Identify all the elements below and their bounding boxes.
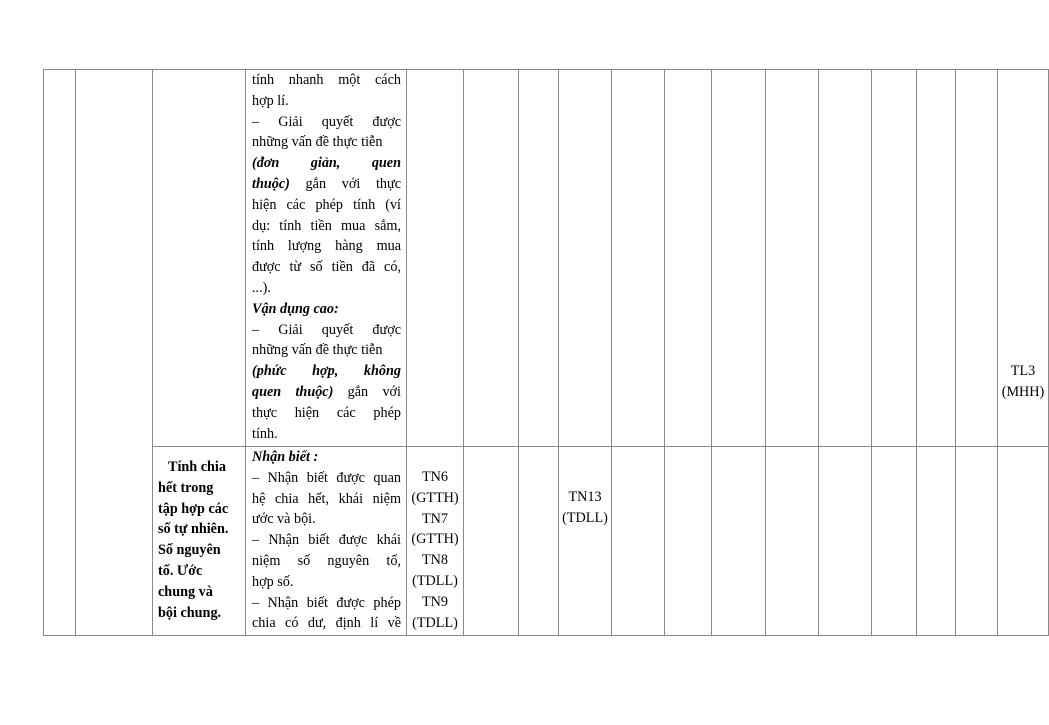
cell-tl3 [998,70,1049,447]
description-line: tính lượng hàng mua [252,238,401,255]
code-line: TN8 [421,552,448,569]
cell-tn13 [559,447,612,636]
cell-chapter [76,70,153,636]
cell-description-1 [246,70,407,447]
topic-line: Số nguyên [158,542,221,559]
tl3-skill: (MHH) [1001,383,1045,400]
description-line: – Giải quyết được [252,321,401,338]
description-line: tính. [252,425,278,442]
cell-c12 [956,70,998,447]
cell-c9 [819,70,872,447]
cell-c7 [712,70,766,447]
topic-line: bội chung. [158,604,222,621]
description-line [252,174,401,195]
tl3-code: TL3 [1010,363,1036,379]
cell-c3b [519,447,559,636]
description-line: hợp lí. [252,92,289,109]
description-line: ước và bội. [252,511,316,528]
cell-c11 [917,70,956,447]
emphasis-text: Nhận biết : [252,449,319,465]
topic-line: Tính chia [168,459,226,475]
cell-c4 [559,70,612,447]
cell-c7b [712,447,766,636]
description-line: hệ chia hết, khái niệm [252,490,401,507]
description-line [252,299,401,320]
cell-c5 [612,70,665,447]
code-line: TN6 [421,469,448,485]
cell-codes [407,447,464,636]
cell-c13b [998,447,1049,636]
cell-c8b [766,447,819,636]
description-line: ...). [252,279,271,296]
cell-c3 [519,70,559,447]
description-line: hợp số. [252,573,294,590]
description-line [252,382,401,403]
cell-description-2 [246,447,407,636]
matrix-table [43,69,1049,636]
description-line: tính nhanh một cách [252,72,401,88]
cell-c1 [407,70,464,447]
code-line: (TDLL) [412,614,458,631]
description-line: – Giải quyết được [252,113,401,130]
table-row [44,447,1049,636]
cell-topic [153,447,246,636]
emphasis-text: Vận dụng cao: [252,300,339,317]
description-line: những vấn đề thực tiễn [252,134,383,151]
topic-line: tố. Ước [158,562,203,579]
cell-c12b [956,447,998,636]
description-line: niệm số nguyên tố, [252,552,401,569]
cell-c11b [917,447,956,636]
emphasis-text: (phức hợp, không [252,363,401,380]
description-line: những vấn đề thực tiễn [252,342,383,359]
topic-line: số tự nhiên. [158,521,229,538]
table-row [44,70,1049,447]
cell-c2b [464,447,519,636]
description-line: – Nhận biết được phép [252,594,401,611]
description-line: dụ: tính tiền mua sắm, [252,217,401,234]
description-line: – Nhận biết được khái [252,532,401,549]
code-line: (TDLL) [412,572,458,589]
mixed-text: quen thuộc) gắn với [252,383,401,400]
description-line: hiện các phép tính (ví [252,196,401,213]
description-line: thực hiện các phép [252,404,401,421]
cell-c6b [665,447,712,636]
description-line [252,361,401,382]
code-line: TN9 [421,593,448,610]
description-line: – Nhận biết được quan [252,469,401,486]
topic-line: chung và [158,583,213,600]
description-line: chia có dư, định lí về [252,615,401,632]
cell-c10 [872,70,917,447]
tn13-code: TN13 [568,489,602,505]
topic-line: tập hợp các [158,500,229,517]
topic-line: hết trong [158,479,214,496]
code-line: TN7 [421,510,448,527]
cell-stt [44,70,76,636]
cell-c6 [665,70,712,447]
description-line [252,153,401,174]
description-line: được từ số tiền đã có, [252,259,401,276]
description-line [252,447,401,468]
cell-c9b [819,447,872,636]
cell-c2 [464,70,519,447]
emphasis-text: (đơn giản, quen [252,155,401,172]
cell-c10b [872,447,917,636]
mixed-text: thuộc) gắn với thực [252,175,401,192]
cell-c5b [612,447,665,636]
tn13-skill: (TDLL) [562,509,608,526]
code-line: (GTTH) [411,531,459,548]
cell-topic-empty [153,70,246,447]
cell-c8 [766,70,819,447]
code-line: (GTTH) [411,489,459,506]
